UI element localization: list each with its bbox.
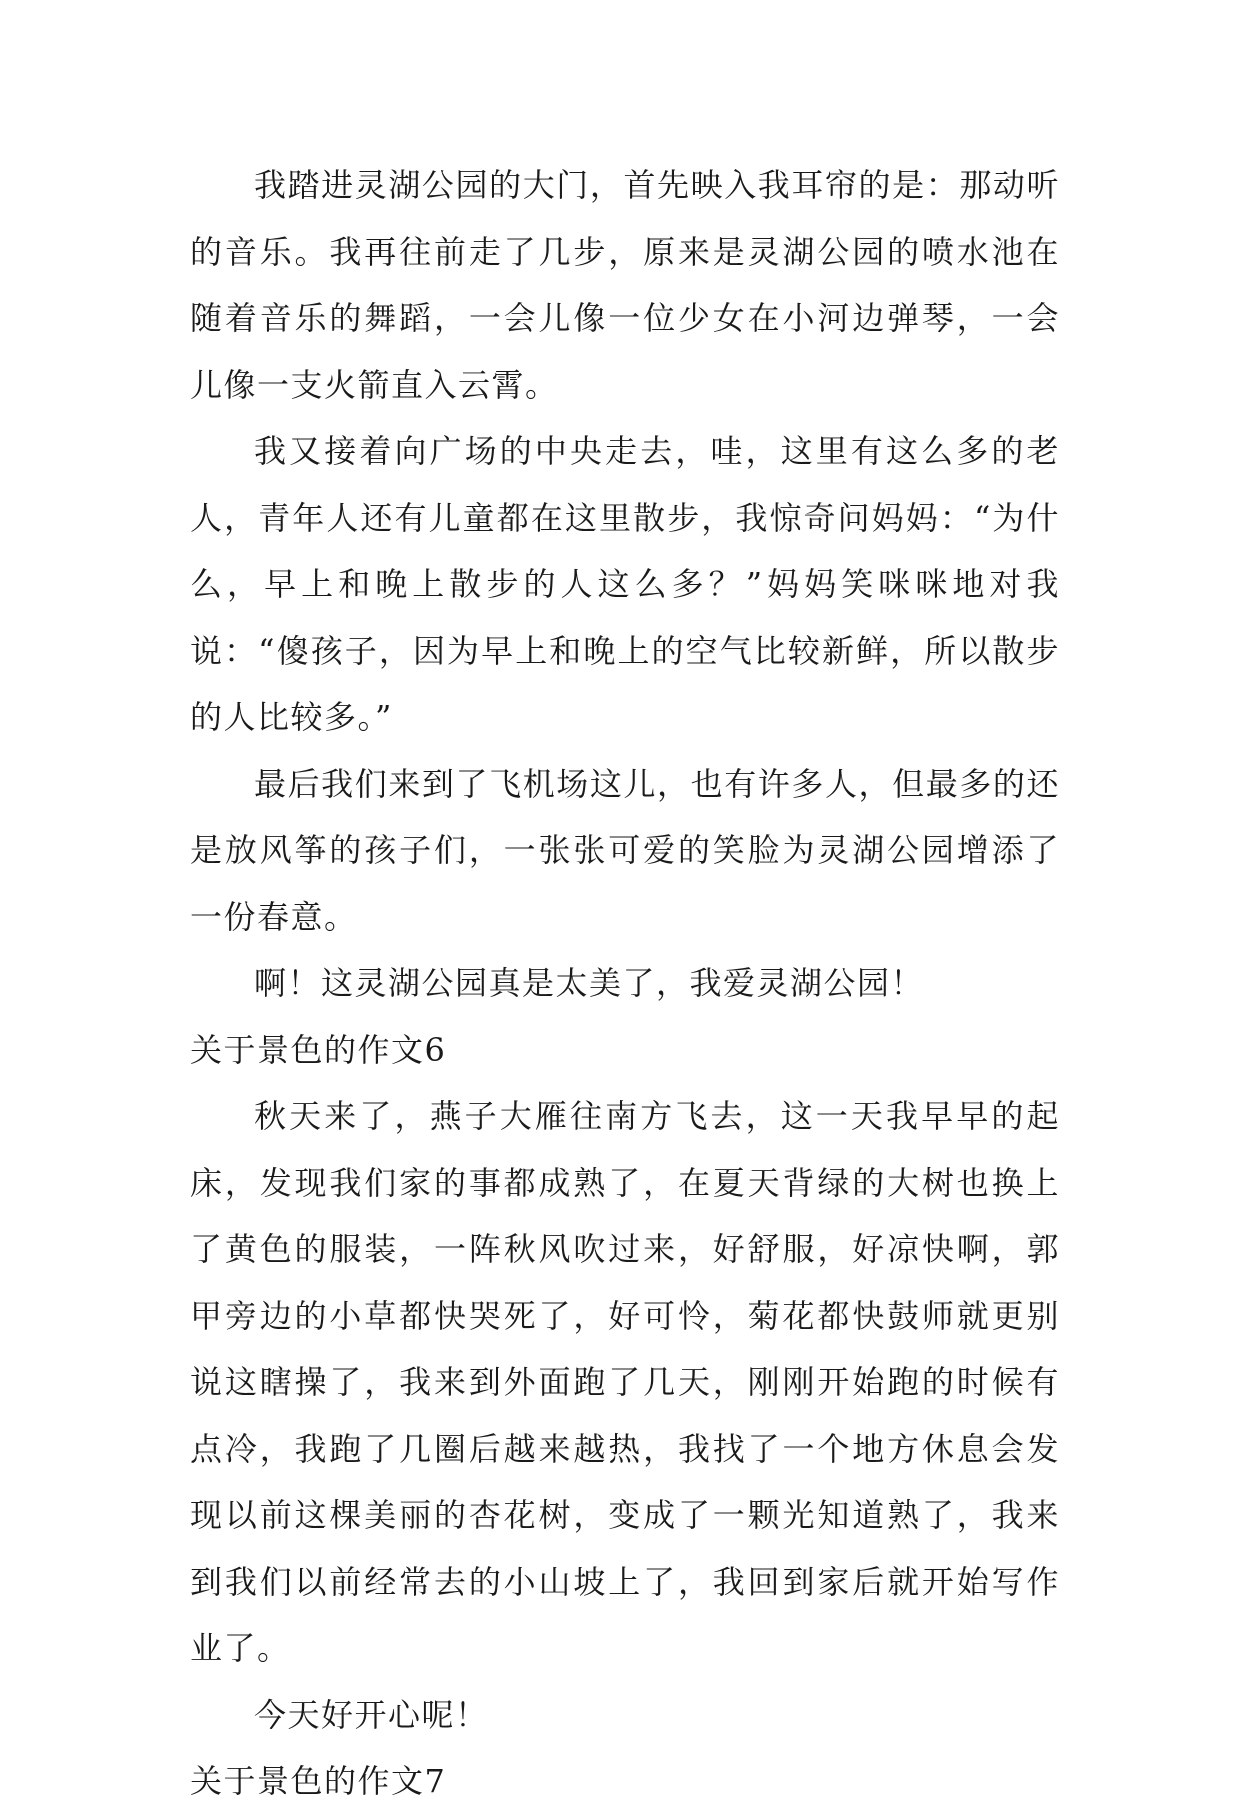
paragraph-square: 我又接着向广场的中央走去，哇，这里有这么多的老人，青年人还有儿童都在这里散步，我惊奇问妈妈：“为什么，早上和晚上散步的人这么多？”妈妈笑咪咪地对我说：“傻孩子，因为早上和晚上的空气比较新鲜，所以散步的人比较多。” <box>190 432 1060 736</box>
essay-heading-6: 关于景色的作文6 <box>190 1030 447 1069</box>
paragraph-exclamation: 啊！这灵湖公园真是太美了，我爱灵湖公园！ <box>254 964 925 1002</box>
paragraph-happy: 今天好开心呢！ <box>254 1695 489 1734</box>
document-page <box>190 152 1060 1815</box>
essay-heading-7: 关于景色的作文7 <box>190 1762 447 1800</box>
paragraph-park-gate: 我踏进灵湖公园的大门，首先映入我耳帘的是：那动听的音乐。我再往前走了几步，原来是灵湖公园的喷水池在随着音乐的舞蹈，一会儿像一位少女在小河边弹琴，一会儿像一支火箭直入云霄。 <box>190 166 1060 404</box>
paragraph-autumn: 秋天来了，燕子大雁往南方飞去，这一天我早早的起床，发现我们家的事都成熟了，在夏天背绿的大树也换上了黄色的服装，一阵秋风吹过来，好舒服，好凉快啊，郭甲旁边的小草都快哭死了，好可怜，菊花都快鼓师就更别说这瞎操了，我来到外面跑了几天，刚刚开始跑的时候有点冷，我跑了几圈后越来越热，我找了一个地方休息会发现以前这棵美丽的杏花树，变成了一颗光知道熟了，我来到我们以前经常去的小山坡上了，我回到家后就开始写作业了。 <box>190 1097 1060 1667</box>
paragraph-airfield: 最后我们来到了飞机场这儿，也有许多人，但最多的还是放风筝的孩子们，一张张可爱的笑脸为灵湖公园增添了一份春意。 <box>190 764 1060 936</box>
